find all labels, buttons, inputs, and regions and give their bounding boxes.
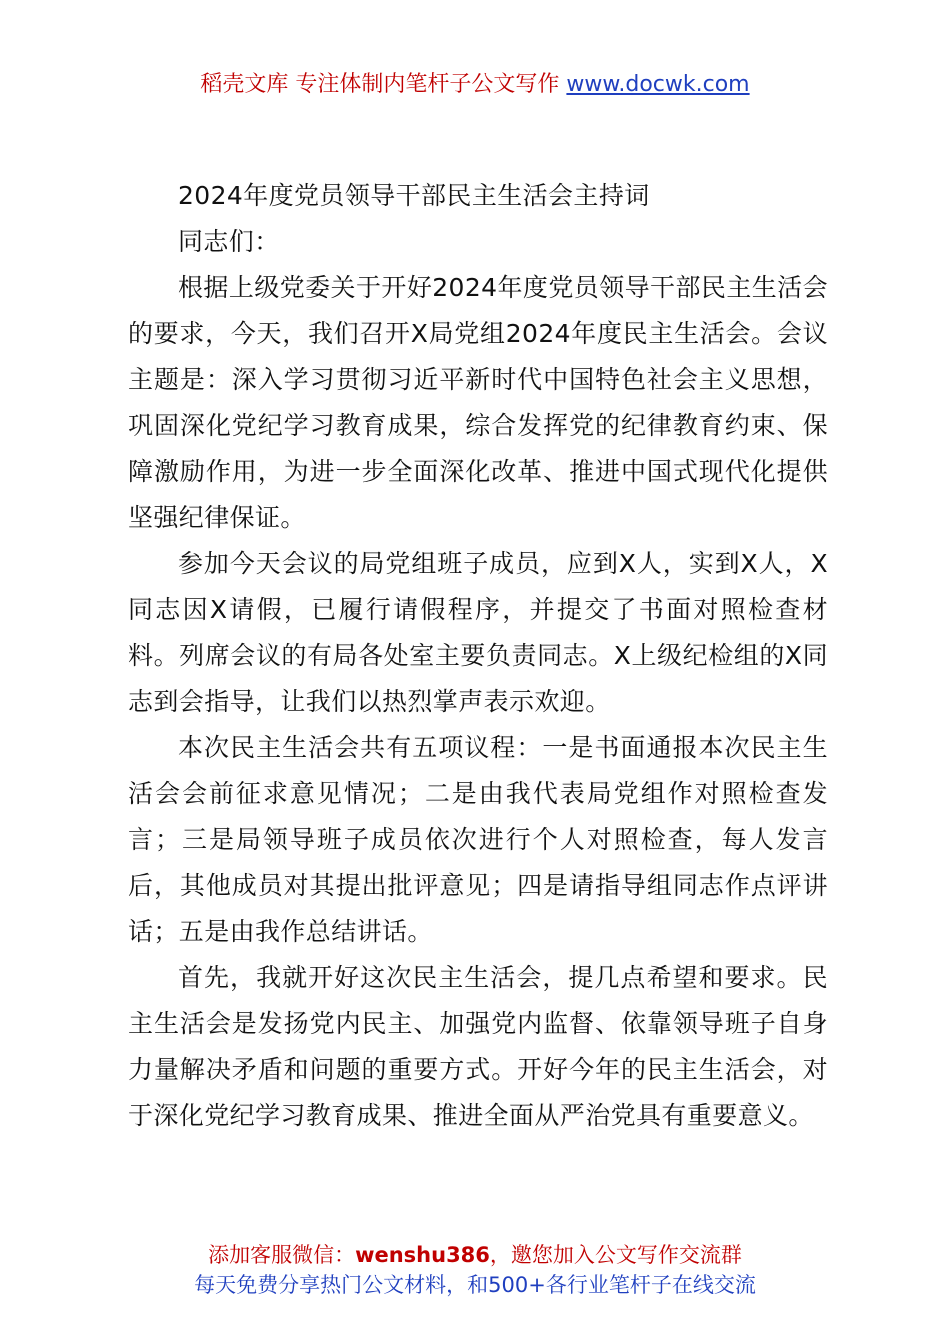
site-name: 稻壳文库 专注体制内笔杆子公文写作 [200,72,560,97]
paragraph: 首先，我就开好这次民主生活会，提几点希望和要求。民主生活会是发扬党内民主、加强党内监督、依靠领导班子自身力量解决矛盾和问题的重要方式。开好今年的民主生活会，对于深化党纪学习教育成果、推进全面从严治党具有重要意义。 [128,963,828,1130]
wechat-suffix: ，邀您加入公文写作交流群 [489,1243,742,1267]
document-body [128,173,828,1139]
footer-promo-line: 每天免费分享热门公文材料，和500+各行业笔杆子在线交流 [194,1273,756,1297]
site-url-link[interactable]: www.docwk.com [566,72,750,97]
wechat-id: wenshu386 [355,1243,490,1267]
page-footer [0,1240,950,1300]
page-header [0,70,950,100]
paragraph: 本次民主生活会共有五项议程：一是书面通报本次民主生活会会前征求意见情况；二是由我代表局党组作对照检查发言；三是局领导班子成员依次进行个人对照检查，每人发言后，其他成员对其提出批评意见；四是请指导组同志作点评讲话；五是由我作总结讲话。 [128,733,828,946]
greeting: 同志们： [178,227,280,256]
footer-wechat-line [0,1240,950,1270]
wechat-prefix: 添加客服微信： [208,1243,356,1267]
paragraph: 根据上级党委关于开好2024年度党员领导干部民主生活会的要求，今天，我们召开X局党组2024年度民主生活会。会议主题是：深入学习贯彻习近平新时代中国特色社会主义思想，巩固深化党纪学习教育成果，综合发挥党的纪律教育约束、保障激励作用，为进一步全面深化改革、推进中国式现代化提供坚强纪律保证。 [128,273,828,532]
paragraph: 参加今天会议的局党组班子成员，应到X人，实到X人，X同志因X请假，已履行请假程序，并提交了书面对照检查材料。列席会议的有局各处室主要负责同志。X上级纪检组的X同志到会指导，让我们以热烈掌声表示欢迎。 [128,549,828,716]
document-title: 2024年度党员领导干部民主生活会主持词 [178,181,650,210]
